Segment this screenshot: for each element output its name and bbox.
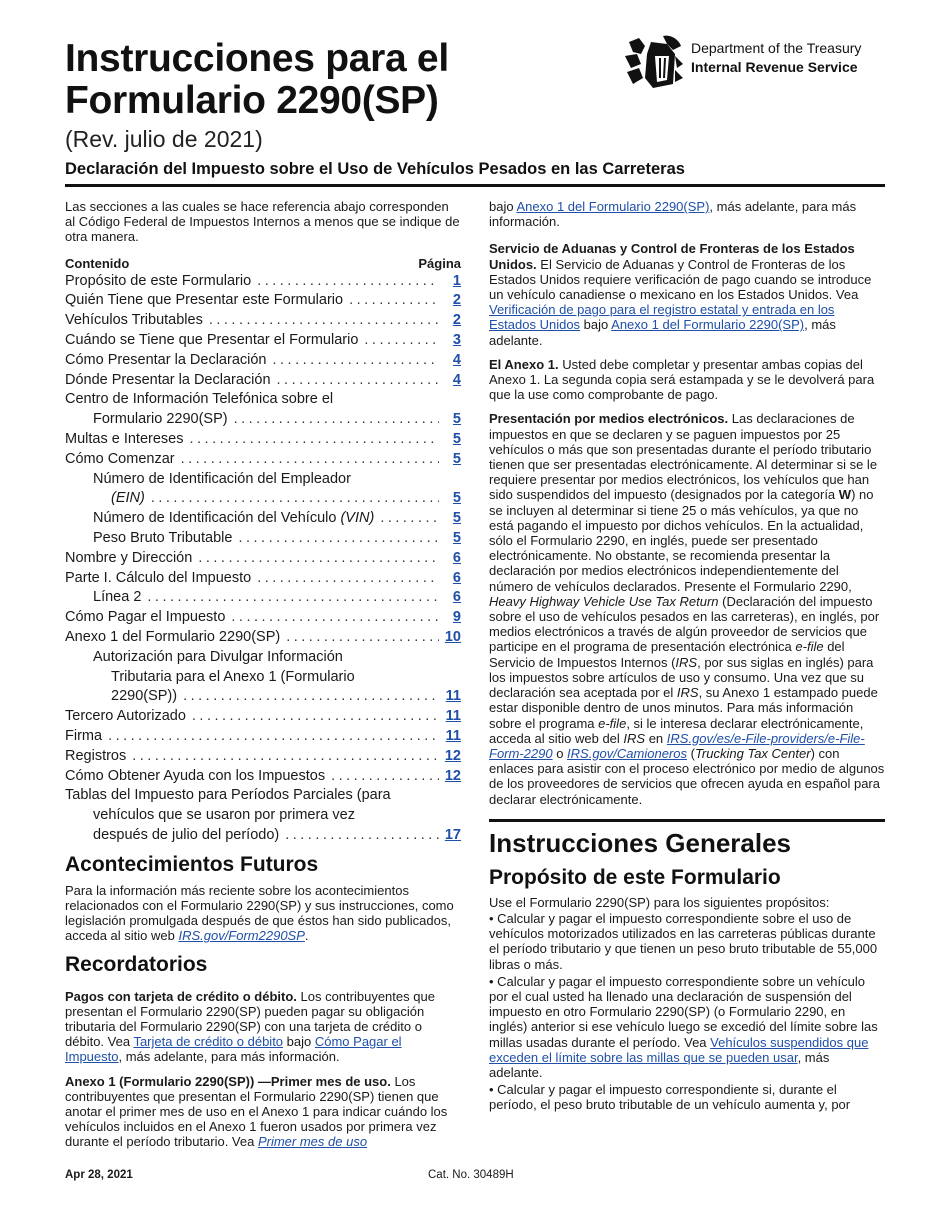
toc-item[interactable]: Cómo Obtener Ayuda con los Impuestos ..... 12 bbox=[65, 767, 461, 787]
toc-item[interactable]: Vehículos Tributables ..... 2 bbox=[65, 311, 461, 331]
document-title bbox=[65, 38, 449, 122]
toc-item[interactable]: Propósito de este Formulario ..... 1 bbox=[65, 272, 461, 292]
purpose-bullet: • Calcular y pagar el impuesto correspondiente sobre un vehículo por el cual usted ha llenado una declaración de suspensión del impuesto en otro Formulario 2290(SP) (o Formulario 2290, en inglés) anterior si ese vehículo luego se excedió del límite sobre las millas usadas durante el período. Vea Vehículos suspendidos que exceden el límite sobre las millas que se pueden usar, más adelante. bbox=[489, 973, 878, 1080]
footer-catalog-number: Cat. No. 30489H bbox=[428, 1169, 514, 1181]
toc-page-link[interactable]: 5 bbox=[452, 430, 461, 447]
document-subtitle: Declaración del Impuesto sobre el Uso de Vehículos Pesados en las Carreteras bbox=[65, 160, 685, 178]
toc-page-link[interactable]: 6 bbox=[452, 549, 461, 566]
toc-item[interactable]: Cuándo se Tiene que Presentar el Formulario ..... 3 bbox=[65, 331, 461, 351]
purpose-intro: Use el Formulario 2290(SP) para los siguientes propósitos: bbox=[489, 894, 830, 910]
toc-item[interactable]: Cómo Presentar la Declaración ..... 4 bbox=[65, 351, 461, 371]
revision-date: (Rev. julio de 2021) bbox=[65, 126, 263, 152]
future-developments-paragraph: Para la información más reciente sobre los acontecimientos relacionados con el Formulario 2290(SP) y sus instrucciones, como legislación promulgada después de que éstos han sido publicados, acceda al sitio web IRS.gov/Form2290SP. bbox=[65, 882, 454, 944]
left-column bbox=[65, 199, 461, 1159]
toc-header-contents: Contenido bbox=[65, 255, 130, 271]
header-rule bbox=[65, 184, 885, 187]
how-to-pay-link[interactable]: Cómo Pagar el Impuesto bbox=[65, 1034, 402, 1065]
card-payments-paragraph: Pagos con tarjeta de crédito o débito. Los contribuyentes que presentan el Formulario 2290(SP) pueden pagar su obligación tributaria del Formulario 2290(SP) con una tarjeta de crédito o débito. Vea Tarjeta de crédito o débito bajo Cómo Pagar el Impuesto, más adelante, para más información. bbox=[65, 988, 435, 1065]
department-name: Department of the Treasury bbox=[691, 40, 862, 56]
title-line-1: Instrucciones para el bbox=[65, 37, 449, 80]
toc-item[interactable]: Multas e Intereses ..... 5 bbox=[65, 430, 461, 450]
toc-page-link[interactable]: 6 bbox=[452, 569, 461, 586]
treasury-block bbox=[623, 38, 885, 90]
first-month-continuation: bajo Anexo 1 del Formulario 2290(SP), más adelante, para más información. bbox=[489, 199, 857, 230]
toc-page-link[interactable]: 2 bbox=[452, 292, 461, 309]
toc-page-link[interactable]: 5 bbox=[452, 411, 461, 428]
efile-paragraph: Presentación por medios electrónicos. Las declaraciones de impuestos en que se declaren y se paguen impuestos por 25 vehículos o más que son presentadas durante el período tributario tienen que ser presentadas electrónicamente. Al determinar si se le requiere presentar por medios electrónicos, los vehículos que han sido suspendidos del impuesto (designados por la categoría W) no se incluyen al determinar si tiene 25 o más vehículos, ya que no está pagando el impuesto por dichos vehículos. En la actualidad, sólo el Formulario 2290, en inglés, puede ser presentado electrónicamente. No obstante, se recomienda presentar la declaración por medios electrónicos independientemente del número de vehículos declarados. Presente el Formulario 2290, Heavy Highway Vehicle Use Tax Return (Declaración del impuesto sobre el uso de vehículos pesados en las carreteras), en inglés, por medios electrónicos a través de algún proveedor de servicios que participe en el programa de presentación electrónica e-file del Servicio de Impuestos Internos (IRS, por sus siglas en inglés) para los impuestos sobre artículos de uso y consumo. Una vez que su declaración sea aceptada por el IRS, su Anexo 1 estampado puede estar disponible dentro de unos minutos. Para más información sobre el programa e-file, si le interesa declarar electrónicamente, acceda al sitio web del IRS en IRS.gov/es/e-File-providers/e-File-Form-2290 o IRS.gov/Camioneros (Trucking Tax Center) con enlaces para asistir con el proceso electrónico por medio de algunos de los proveedores de servicios que ofrecen ayuda en español para declarar electrónicamente. bbox=[489, 411, 885, 807]
toc-page-link[interactable]: 5 bbox=[452, 490, 461, 507]
first-month-link[interactable]: Primer mes de uso bbox=[257, 1134, 368, 1150]
toc-page-link[interactable]: 5 bbox=[452, 510, 461, 527]
toc-item[interactable]: Registros ..... 12 bbox=[65, 747, 461, 767]
toc-page-link[interactable]: 1 bbox=[452, 272, 461, 289]
agency-name: Internal Revenue Service bbox=[691, 59, 858, 75]
annex-paragraph: El Anexo 1. Usted debe completar y presentar ambas copias del Anexo 1. La segunda copia será estampada y se le devolverá para que la use como comprobante de pago. bbox=[489, 356, 875, 403]
table-of-contents bbox=[65, 255, 461, 846]
toc-item[interactable]: Peso Bruto Tributable ..... 5 bbox=[65, 529, 461, 549]
toc-page-link[interactable]: 11 bbox=[445, 688, 461, 705]
purpose-bullet: • Calcular y pagar el impuesto correspondiente si, durante el período, el peso bruto tributable de un vehículo aumenta y, por bbox=[489, 1082, 851, 1113]
intro-paragraph: Las secciones a las cuales se hace referencia abajo corresponden al Código Federal de Impuestos Internos a menos que se indique de otra manera. bbox=[65, 199, 460, 245]
toc-item[interactable]: Cómo Comenzar ..... 5 bbox=[65, 450, 461, 470]
schedule1-link[interactable]: Anexo 1 del Formulario 2290(SP) bbox=[516, 199, 710, 214]
toc-header bbox=[65, 255, 461, 272]
irs-eagle-logo-icon bbox=[623, 34, 685, 90]
toc-page-link[interactable]: 5 bbox=[452, 450, 461, 467]
toc-page-link[interactable]: 5 bbox=[452, 529, 461, 546]
footer-date: Apr 28, 2021 bbox=[65, 1169, 133, 1181]
toc-page-link[interactable]: 17 bbox=[444, 826, 461, 843]
general-instructions-rule bbox=[489, 819, 885, 822]
toc-item[interactable]: Dónde Presentar la Declaración ..... 4 bbox=[65, 371, 461, 391]
toc-page-link[interactable]: 4 bbox=[452, 351, 461, 368]
toc-item[interactable]: Quién Tiene que Presentar este Formulario ..... 2 bbox=[65, 291, 461, 311]
toc-item[interactable]: Tercero Autorizado ..... 11 bbox=[65, 707, 461, 727]
toc-page-link[interactable]: 9 bbox=[452, 609, 461, 626]
toc-item[interactable]: Número de Identificación del Empleador (EIN) ..... 5 bbox=[65, 470, 461, 510]
toc-item[interactable]: Autorización para Divulgar Información Tributaria para el Anexo 1 (Formulario 2290(SP)) ..... 11 bbox=[65, 648, 461, 707]
toc-item[interactable]: Tablas del Impuesto para Períodos Parciales (para vehículos que se usaron por primera vez después de julio del período) ..... 17 bbox=[65, 786, 461, 845]
future-developments-heading: Acontecimientos Futuros bbox=[65, 852, 319, 876]
title-line-2: Formulario 2290(SP) bbox=[65, 79, 439, 122]
toc-item[interactable]: Parte I. Cálculo del Impuesto ..... 6 bbox=[65, 569, 461, 589]
toc-header-page: Página bbox=[418, 255, 461, 271]
toc-page-link[interactable]: 12 bbox=[444, 767, 461, 784]
suspended-vehicles-link[interactable]: Vehículos suspendidos que exceden el límite sobre las millas que se pueden usar bbox=[489, 1034, 869, 1065]
toc-page-link[interactable]: 11 bbox=[445, 708, 461, 725]
schedule1-link[interactable]: Anexo 1 del Formulario 2290(SP) bbox=[611, 317, 805, 333]
toc-page-link[interactable]: 11 bbox=[445, 727, 461, 744]
toc-page-link[interactable]: 3 bbox=[452, 332, 461, 348]
purpose-heading: Propósito de este Formulario bbox=[489, 865, 781, 889]
toc-item[interactable]: Anexo 1 del Formulario 2290(SP) ..... 10 bbox=[65, 628, 461, 648]
camioneros-link[interactable]: IRS.gov/Camioneros bbox=[567, 745, 687, 761]
efile-providers-link[interactable]: IRS.gov/es/e-File-providers/e-File-Form-2290 bbox=[489, 730, 865, 761]
toc-page-link[interactable]: 10 bbox=[444, 628, 461, 645]
toc-item[interactable]: Centro de Información Telefónica sobre el Formulario 2290(SP) ..... 5 bbox=[65, 390, 461, 430]
document-header bbox=[65, 38, 885, 188]
reminders-heading: Recordatorios bbox=[65, 952, 208, 976]
toc-item[interactable]: Número de Identificación del Vehículo (VIN) ..... 5 bbox=[65, 509, 461, 529]
toc-page-link[interactable]: 12 bbox=[444, 747, 461, 764]
toc-item[interactable]: Firma ..... 11 bbox=[65, 727, 461, 747]
form2290sp-link[interactable]: IRS.gov/Form2290SP bbox=[178, 928, 305, 944]
customs-paragraph: Servicio de Aduanas y Control de Fronteras de los Estados Unidos. El Servicio de Aduanas y Control de Fronteras de los Estados Unidos requiere verificación de pago cuando se introduce un vehículo canadiense o mexicano en los Estados Unidos. Vea Verificación de pago para el registro estatal y entrada en los Estados Unidos bajo Anexo 1 del Formulario 2290(SP), más adelante. bbox=[489, 241, 872, 348]
toc-item[interactable]: Línea 2 ..... 6 bbox=[65, 588, 461, 608]
toc-item[interactable]: Cómo Pagar el Impuesto ..... 9 bbox=[65, 608, 461, 628]
payment-verification-link[interactable]: Verificación de pago para el registro estatal y entrada en los Estados Unidos bbox=[489, 302, 835, 333]
purpose-bullet: • Calcular y pagar el impuesto correspondiente sobre el uso de vehículos motorizados utilizados en las carreteras públicas durante el período tributario y que tienen un peso bruto tributable de 55,000 libras o más. bbox=[489, 910, 878, 972]
toc-page-link[interactable]: 2 bbox=[452, 312, 461, 329]
first-month-paragraph: Anexo 1 (Formulario 2290(SP)) —Primer mes de uso. Los contribuyentes que presentan el Formulario 2290(SP) tienen que anotar el primer mes de uso en el Anexo 1 para indicar cuándo los vehículos incluidos en el Anexo 1 fueron usados por primera vez durante el período tributario. Vea Primer mes de uso bbox=[65, 1073, 448, 1150]
toc-page-link[interactable]: 4 bbox=[452, 371, 461, 388]
right-column bbox=[489, 199, 885, 1115]
toc-item[interactable]: Nombre y Dirección ..... 6 bbox=[65, 549, 461, 569]
general-instructions-heading: Instrucciones Generales bbox=[489, 827, 792, 858]
credit-card-link[interactable]: Tarjeta de crédito o débito bbox=[133, 1034, 284, 1050]
toc-page-link[interactable]: 6 bbox=[452, 589, 461, 606]
